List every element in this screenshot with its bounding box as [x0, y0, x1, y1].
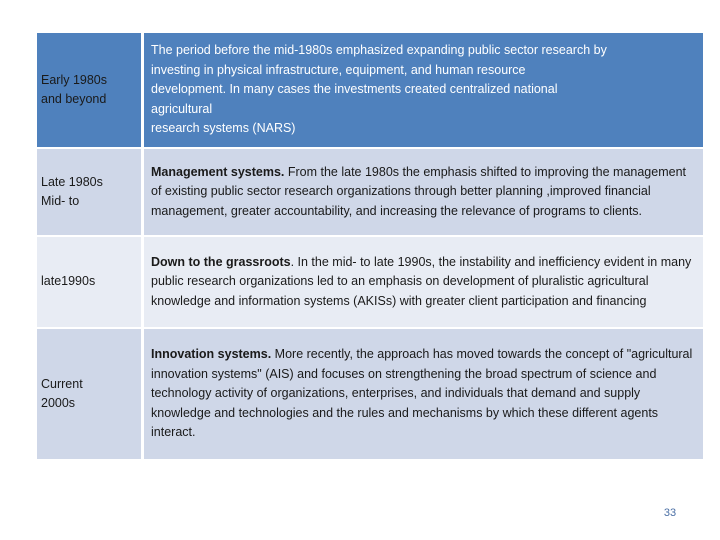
page-number: 33: [663, 507, 677, 519]
period-cell: [37, 148, 143, 236]
table-row-current-2000s: [37, 328, 703, 460]
period-label: and beyond: [41, 92, 107, 106]
period-label: Late 1980s: [41, 174, 103, 189]
description-text: . In the mid- to late 1990s, the instability and inefficiency evident in many public research organizations led to an emphasis on development of pluralistic agricultural knowledge and information systems (AKISs) with greater client participation and financing: [151, 254, 692, 308]
description-line: agricultural: [151, 101, 213, 116]
description-lead: Innovation systems.: [151, 347, 272, 362]
description-lead: Management systems.: [151, 164, 285, 179]
description-line: development. In many cases the investments created centralized national: [151, 82, 558, 97]
table-row-late-1990s: [37, 236, 703, 328]
period-label: Early 1980s: [41, 72, 108, 87]
description-line: investing in physical infrastructure, equipment, and human resource: [151, 62, 526, 77]
period-cell: [37, 33, 143, 148]
period-label: Current: [41, 376, 83, 391]
description-cell: [143, 33, 704, 148]
period-cell: [37, 328, 143, 460]
table-row-late-1980s: [37, 148, 703, 236]
description-cell: [143, 236, 704, 328]
timeline-table: [37, 33, 703, 461]
description-line: The period before the mid-1980s emphasized expanding public sector research by: [151, 43, 607, 58]
table-row-early-1980s: [37, 33, 703, 148]
period-cell: [37, 236, 143, 328]
description-lead: Down to the grassroots: [151, 254, 291, 269]
description-cell: [143, 148, 704, 236]
period-label: late1990s: [41, 274, 96, 289]
period-label: Mid- to: [41, 194, 80, 208]
description-text: From the late 1980s the emphasis shifted to improving the management of existing public sector research organizations through better planning ,improved financial management, greater accountability, and increasing the relevance of programs to clients.: [151, 164, 686, 218]
description-text: More recently, the approach has moved towards the concept of "agricultural innovation systems" (AIS) and focuses on strengthening the broad spectrum of science and technology activity of organizations, enterprises, and individuals that demand and supply knowledge and technologies and the rules and mechanisms by which these different agents interact.: [151, 347, 693, 440]
description-line: research systems (NARS): [151, 121, 296, 136]
period-label: 2000s: [41, 396, 76, 410]
description-cell: [143, 328, 704, 460]
